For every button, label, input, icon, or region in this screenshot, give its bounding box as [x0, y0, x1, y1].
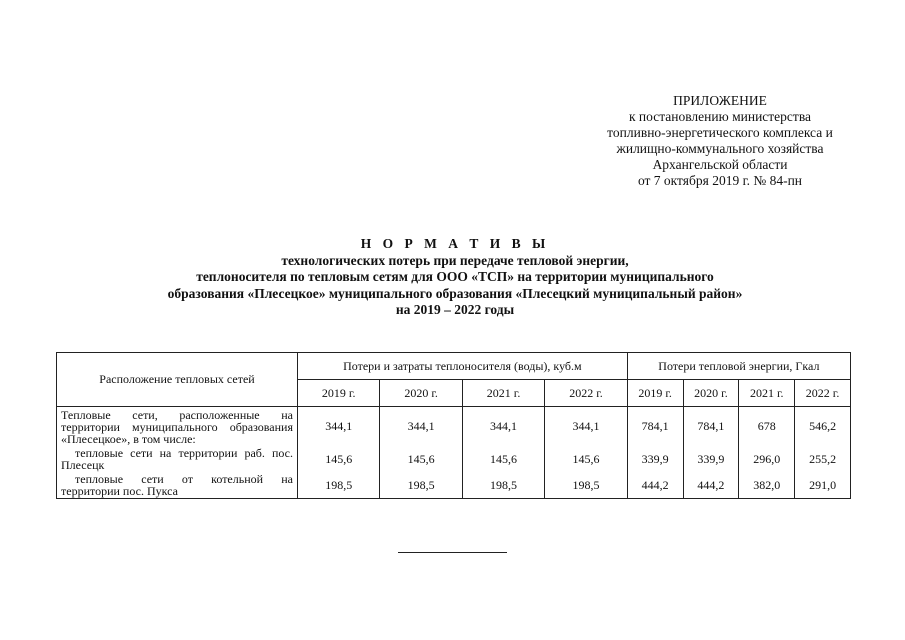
table-cell: 339,9: [683, 446, 739, 472]
table-cell: 784,1: [683, 407, 739, 447]
appendix-line: топливно-энергетического комплекса и: [607, 125, 833, 140]
title-line: на 2019 – 2022 годы: [395, 302, 515, 317]
table-cell: 255,2: [795, 446, 851, 472]
table-cell: 296,0: [739, 446, 795, 472]
table-row: [57, 472, 851, 499]
table-cell: 382,0: [739, 472, 795, 499]
year-header: 2020 г.: [683, 380, 739, 407]
table-cell: 145,6: [462, 446, 544, 472]
table-header-row: [57, 353, 851, 380]
table-cell: 145,6: [298, 446, 380, 472]
row-label: тепловые сети на территории раб. пос. Плесецк: [57, 446, 298, 472]
table-cell: 344,1: [462, 407, 544, 447]
table-cell: 198,5: [462, 472, 544, 499]
title-line: технологических потерь при передаче тепловой энергии,: [281, 252, 629, 268]
appendix-block: [560, 93, 880, 189]
table-cell: 444,2: [627, 472, 683, 499]
document-title: [60, 236, 850, 319]
appendix-title: ПРИЛОЖЕНИЕ: [673, 93, 767, 108]
year-header: 2021 г.: [739, 380, 795, 407]
title-line: теплоносителя по тепловым сетям для ООО «ТСП» на территории муниципального: [196, 269, 714, 284]
table-row: [57, 446, 851, 472]
table-cell: 145,6: [545, 446, 627, 472]
table-cell: 198,5: [545, 472, 627, 499]
location-header: Расположение тепловых сетей: [57, 353, 298, 407]
table-cell: 198,5: [380, 472, 462, 499]
year-header: 2019 г.: [298, 380, 380, 407]
table-cell: 344,1: [380, 407, 462, 447]
row-label: тепловые сети от котельной на территории пос. Пукса: [57, 472, 298, 499]
table-cell: 339,9: [627, 446, 683, 472]
heat-losses-header: Потери тепловой энергии, Гкал: [627, 353, 850, 380]
table-cell: 145,6: [380, 446, 462, 472]
table-cell: 291,0: [795, 472, 851, 499]
table-cell: 344,1: [298, 407, 380, 447]
table-cell: 444,2: [683, 472, 739, 499]
title-heading: Н О Р М А Т И В Ы: [360, 236, 550, 251]
title-line: образования «Плесецкое» муниципального образования «Плесецкий муниципальный район»: [167, 285, 743, 301]
table-cell: 784,1: [627, 407, 683, 447]
year-header: 2021 г.: [462, 380, 544, 407]
table-cell: 344,1: [545, 407, 627, 447]
row-label: Тепловые сети, расположенные на территории муниципального образования «Плесецкое», в том числе:: [57, 407, 298, 447]
table-cell: 198,5: [298, 472, 380, 499]
year-header: 2019 г.: [627, 380, 683, 407]
appendix-line: жилищно-коммунального хозяйства: [616, 141, 824, 156]
table-cell: 546,2: [795, 407, 851, 447]
end-divider: [398, 552, 507, 553]
appendix-date: от 7 октября 2019 г. № 84-пн: [637, 173, 803, 188]
year-header: 2020 г.: [380, 380, 462, 407]
norms-table: [56, 352, 851, 499]
coolant-losses-header: Потери и затраты теплоносителя (воды), куб.м: [298, 353, 628, 380]
table-row: [57, 407, 851, 447]
appendix-line: к постановлению министерства: [628, 109, 812, 124]
table-cell: 678: [739, 407, 795, 447]
year-header: 2022 г.: [545, 380, 627, 407]
appendix-line: Архангельской области: [652, 157, 788, 172]
year-header: 2022 г.: [795, 380, 851, 407]
